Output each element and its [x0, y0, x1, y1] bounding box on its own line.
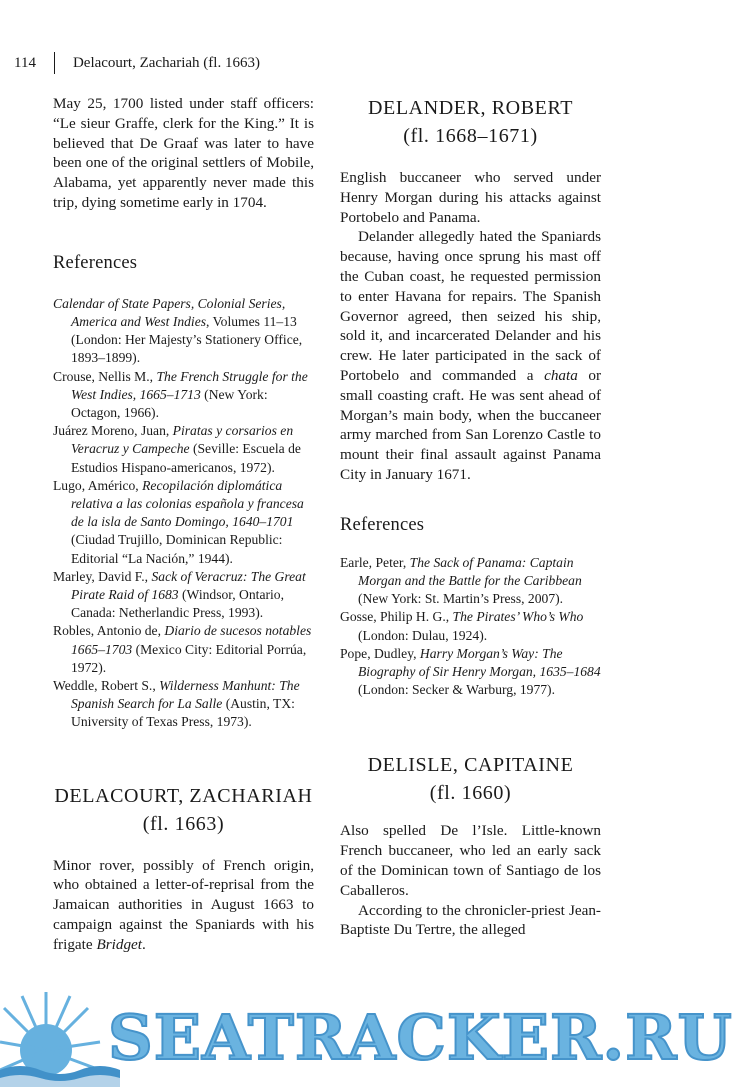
header-divider: [54, 52, 55, 74]
entry-text: Minor rover, possibly of French origin, who obtained a letter-of-reprisal from the Jamaican authorities in August 1663 to campaign against the Spaniards with his frigate: [53, 856, 314, 953]
entry-title: DELISLE, CAPITAINE: [367, 754, 574, 777]
entry-heading: [340, 94, 601, 150]
entry-heading: [340, 751, 601, 807]
reference-item: [53, 477, 314, 568]
reference-publication: (New York: Octagon, 1966).: [71, 386, 268, 420]
running-head-title: Delacourt, Zachariah (fl. 1663): [72, 55, 260, 71]
reference-publication: (Austin, TX: University of Texas Press, 1973).: [71, 696, 295, 730]
reference-item: [340, 554, 601, 609]
entry-dates: (fl. 1663): [142, 812, 225, 835]
sun-icon: [0, 992, 120, 1087]
references-heading: References: [53, 252, 138, 273]
reference-author: Pope, Dudley,: [340, 645, 420, 661]
running-head: [14, 52, 260, 74]
ship-name: Bridget: [96, 935, 142, 953]
page-number: 114: [14, 55, 36, 71]
reference-publication: (New York: St. Martin’s Press, 2007).: [358, 591, 564, 607]
reference-title: The Pirates’ Who’s Who: [452, 609, 584, 625]
reference-item: [53, 568, 314, 623]
entry-heading: [53, 782, 314, 838]
reference-item: [53, 422, 314, 477]
entry-paragraph: [340, 227, 601, 484]
reference-item: [53, 622, 314, 677]
reference-publication: (Windsor, Ontario, Canada: Netherlandic Press, 1993).: [71, 587, 284, 621]
entry-dates: (fl. 1660): [429, 782, 512, 805]
reference-publication: (Mexico City: Editorial Porrúa, 1972).: [71, 641, 307, 675]
reference-title: The French Struggle for the West Indies, 1665–1713: [71, 368, 308, 402]
reference-author: Lugo, Américo,: [53, 477, 143, 493]
reference-publication: , Volumes 11–13 (London: Her Majesty’s Stationery Office, 1893–1899).: [71, 313, 303, 366]
reference-author: Weddle, Robert S.,: [53, 678, 160, 694]
left-column: [53, 94, 314, 955]
reference-title: The Sack of Panama: Captain Morgan and the Battle for the Caribbean: [358, 554, 582, 588]
reference-item: [340, 645, 601, 700]
reference-title: Wilderness Manhunt: The Spanish Search for La Salle: [71, 678, 300, 712]
reference-title: Calendar of State Papers, Colonial Series, America and West Indies: [53, 295, 286, 329]
reference-author: Gosse, Philip H. G.,: [340, 609, 453, 625]
reference-author: Crouse, Nellis M.,: [53, 368, 157, 384]
entry-text: Delander allegedly hated the Spaniards because, having once sprung his mast off the Cuban coast, he requested permission to enter Havana for repairs. The Spanish Governor agreed, then seized his ship, sold it, and incarcerated Delander and his crew. He later participated in the sack of Portobelo and commanded a: [340, 228, 601, 384]
entry-paragraph: According to the chronicler-priest Jean-Baptiste Du Tertre, the alleged: [340, 901, 601, 939]
entry-title: DELANDER, ROBERT: [367, 97, 574, 119]
reference-item: [53, 295, 314, 368]
entry-paragraph: Also spelled De l’Isle. Little-known French buccaneer, who led an early sack of the Dominican town of Santiago de los Caballeros.: [340, 822, 601, 899]
reference-title: Harry Morgan’s Way: The Biography of Sir Henry Morgan, 1635–1684: [358, 645, 601, 679]
entry-paragraph: English buccaneer who served under Henry Morgan during his attacks against Portobelo and Panama.: [340, 169, 601, 226]
reference-title: Piratas y corsarios en Veracruz y Campeche: [71, 423, 294, 457]
italic-term: chata: [544, 366, 578, 384]
reference-item: [53, 368, 314, 423]
references-list: [53, 295, 314, 732]
references-list: [340, 554, 601, 700]
reference-publication: (London: Secker & Warburg, 1977).: [358, 682, 555, 698]
references-heading: References: [340, 514, 425, 535]
reference-title: Sack of Veracruz: The Great Pirate Raid of 1683: [71, 568, 306, 603]
entry-title: DELACOURT, ZACHARIAH: [54, 784, 313, 807]
entry-text-end: .: [142, 935, 146, 953]
reference-item: [340, 608, 601, 644]
reference-author: Earle, Peter,: [340, 554, 410, 570]
entry-dates: (fl. 1668–1671): [403, 125, 538, 147]
reference-title: Diario de sucesos notables 1665–1703: [71, 623, 312, 657]
continued-paragraph: May 25, 1700 listed under staff officers: “Le sieur Graffe, clerk for the King.” It is believed that De Graaf was later to have been one of the original settlers of Mobile, Alabama, yet apparently never made this trip, dying sometime early in 1704.: [53, 95, 314, 211]
reference-author: Juárez Moreno, Juan,: [53, 423, 173, 439]
entry-text-end: or small coasting craft. He was sent ahead of Morgan’s main body, when the buccaneer army marched from San Lorenzo Castle to mount their final assault against Panama City in January 1671.: [340, 366, 602, 483]
right-column: [340, 94, 601, 940]
reference-title: Recopilación diplomática relativa a las colonias española y francesa de la isla de Santo Domingo, 1640–1701: [71, 477, 304, 530]
reference-author: Robles, Antonio de,: [53, 623, 165, 639]
reference-author: Marley, David F.,: [53, 568, 152, 584]
reference-item: [53, 677, 314, 732]
reference-publication: (London: Dulau, 1924).: [358, 627, 488, 643]
watermark-text: SEATRACKER.RU: [108, 1001, 733, 1074]
reference-publication: (Ciudad Trujillo, Dominican Republic: Editorial “La Nación,” 1944).: [71, 532, 283, 566]
reference-publication: (Seville: Escuela de Estudios Hispano-americanos, 1972).: [71, 441, 301, 475]
entry-paragraph: [53, 856, 314, 955]
